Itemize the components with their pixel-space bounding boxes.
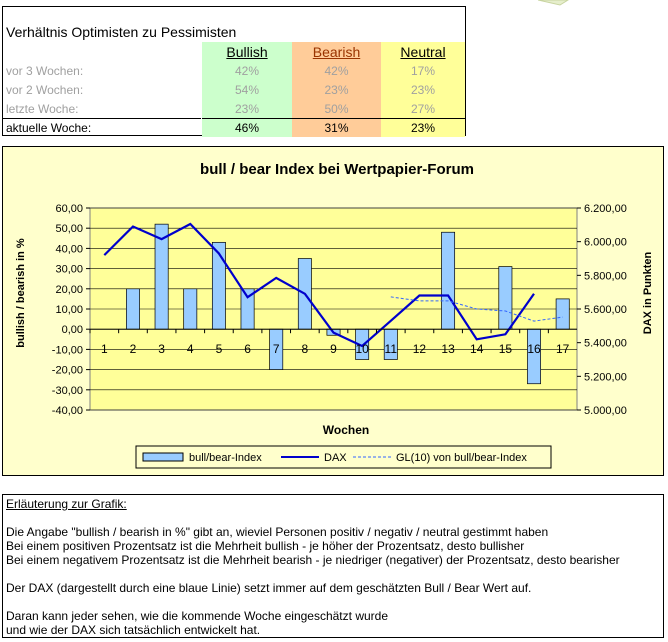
x-tick-label: 13 (441, 342, 455, 357)
y-tick-label: -40,00 (51, 405, 83, 417)
x-tick-label: 1 (100, 342, 108, 357)
x-tick-label: 6 (244, 342, 251, 357)
neutral-value: 17% (381, 62, 465, 81)
neutral-value: 23% (381, 118, 465, 137)
y-tick-label: 30,00 (55, 263, 83, 276)
y-tick-label: 20,00 (55, 283, 83, 296)
x-tick-label: 4 (186, 342, 194, 357)
y-tick-label: 40,00 (55, 243, 83, 256)
y-tick-label: 0,00 (61, 324, 83, 337)
bar (184, 289, 197, 329)
y2-tick-label: 6.200,00 (584, 203, 627, 215)
x-tick-label: 2 (129, 342, 137, 357)
bar (556, 299, 569, 329)
bearish-value: 42% (292, 62, 381, 81)
x-tick-label: 7 (272, 342, 280, 357)
bullish-value: 46% (202, 118, 292, 137)
x-tick-label: 12 (412, 342, 427, 357)
bar (527, 329, 540, 384)
x-tick-label: 17 (555, 342, 570, 357)
bullish-value: 42% (202, 62, 292, 81)
y2-tick-label: 6.000,00 (584, 236, 627, 249)
legend-gl10-label: GL(10) von bull/bear-Index (396, 452, 527, 464)
x-tick-label: 8 (301, 342, 309, 357)
table-title: Verhältnis Optimisten zu Pessimisten (6, 24, 237, 40)
legend (136, 446, 551, 468)
row-label: vor 2 Wochen: (6, 83, 84, 97)
x-axis-title: Wochen (322, 423, 370, 437)
legend-bar-label: bull/bear-Index (189, 452, 262, 464)
y2-tick-label: 5.400,00 (584, 337, 627, 350)
header-neutral: Neutral (381, 42, 465, 62)
legend-bar-swatch (143, 453, 183, 461)
y2-tick-label: 5.800,00 (584, 270, 627, 283)
row-label: vor 3 Wochen: (6, 64, 84, 78)
note-line: und wie der DAX sich tatsächlich entwickelt hat. (6, 623, 261, 637)
row-label: letzte Woche: (6, 102, 79, 116)
note-line: Daran kann jeder sehen, wie die kommende Woche eingeschätzt wurde (6, 609, 388, 623)
x-tick-label: 16 (527, 342, 541, 357)
chart (3, 147, 663, 475)
y-tick-label: 50,00 (55, 223, 83, 236)
y-tick-label: 10,00 (55, 304, 83, 316)
x-tick-label: 10 (355, 342, 369, 357)
y2-axis-title: DAX in Punkten (642, 251, 654, 335)
header-bullish: Bullish (202, 42, 292, 62)
y2-tick-label: 5.600,00 (584, 304, 627, 316)
header-bearish: Bearish (292, 42, 381, 62)
bearish-value: 23% (292, 81, 381, 100)
sentiment-table (2, 6, 466, 136)
bullish-value: 23% (202, 100, 292, 119)
note-line: Der DAX (dargestellt durch eine blaue Linie) setzt immer auf dem geschätzten Bull / Bear Wert auf. (6, 581, 532, 595)
y2-tick-label: 5.200,00 (584, 371, 627, 384)
bearish-value: 31% (292, 118, 381, 137)
chart-title: bull / bear Index bei Wertpapier-Forum (200, 161, 474, 178)
corner-decoration (538, 0, 578, 6)
row-label: aktuelle Woche: (3, 118, 201, 137)
bearish-value: 50% (292, 100, 381, 119)
note-line: Die Angabe "bullish / bearish in %" gibt an, wieviel Personen positiv / negativ / neutral gestimmt haben (6, 525, 549, 539)
x-tick-label: 3 (158, 342, 165, 357)
chart-area (2, 146, 664, 476)
explanation-note (2, 494, 664, 638)
x-tick-label: 14 (470, 342, 484, 357)
bullish-value: 54% (202, 81, 292, 100)
y-tick-label: -30,00 (51, 384, 83, 397)
y-axis-title: bullish / bearish in % (15, 238, 27, 348)
y-tick-label: -20,00 (51, 364, 83, 377)
y-tick-label: 60,00 (55, 203, 83, 215)
note-heading: Erläuterung zur Grafik: (6, 497, 127, 511)
neutral-value: 27% (381, 100, 465, 119)
y2-tick-label: 5.000,00 (584, 405, 627, 417)
neutral-value: 23% (381, 81, 465, 100)
x-tick-label: 9 (330, 342, 337, 357)
x-tick-label: 15 (498, 342, 513, 357)
bar (499, 267, 512, 330)
note-line: Bei einem negativem Prozentsatz ist die Mehrheit bearish - je niedriger (negativer) der Prozentsatz, desto bearisher (6, 553, 620, 567)
note-line: Bei einem positiven Prozentsatz ist die Mehrheit bullish - je höher der Prozentsatz, desto bullisher (6, 539, 525, 553)
y-tick-label: -10,00 (51, 344, 83, 357)
bar (126, 289, 139, 329)
bar (441, 232, 454, 329)
x-tick-label: 11 (384, 342, 398, 357)
legend-dax-label: DAX (324, 452, 347, 464)
x-tick-label: 5 (215, 342, 223, 357)
